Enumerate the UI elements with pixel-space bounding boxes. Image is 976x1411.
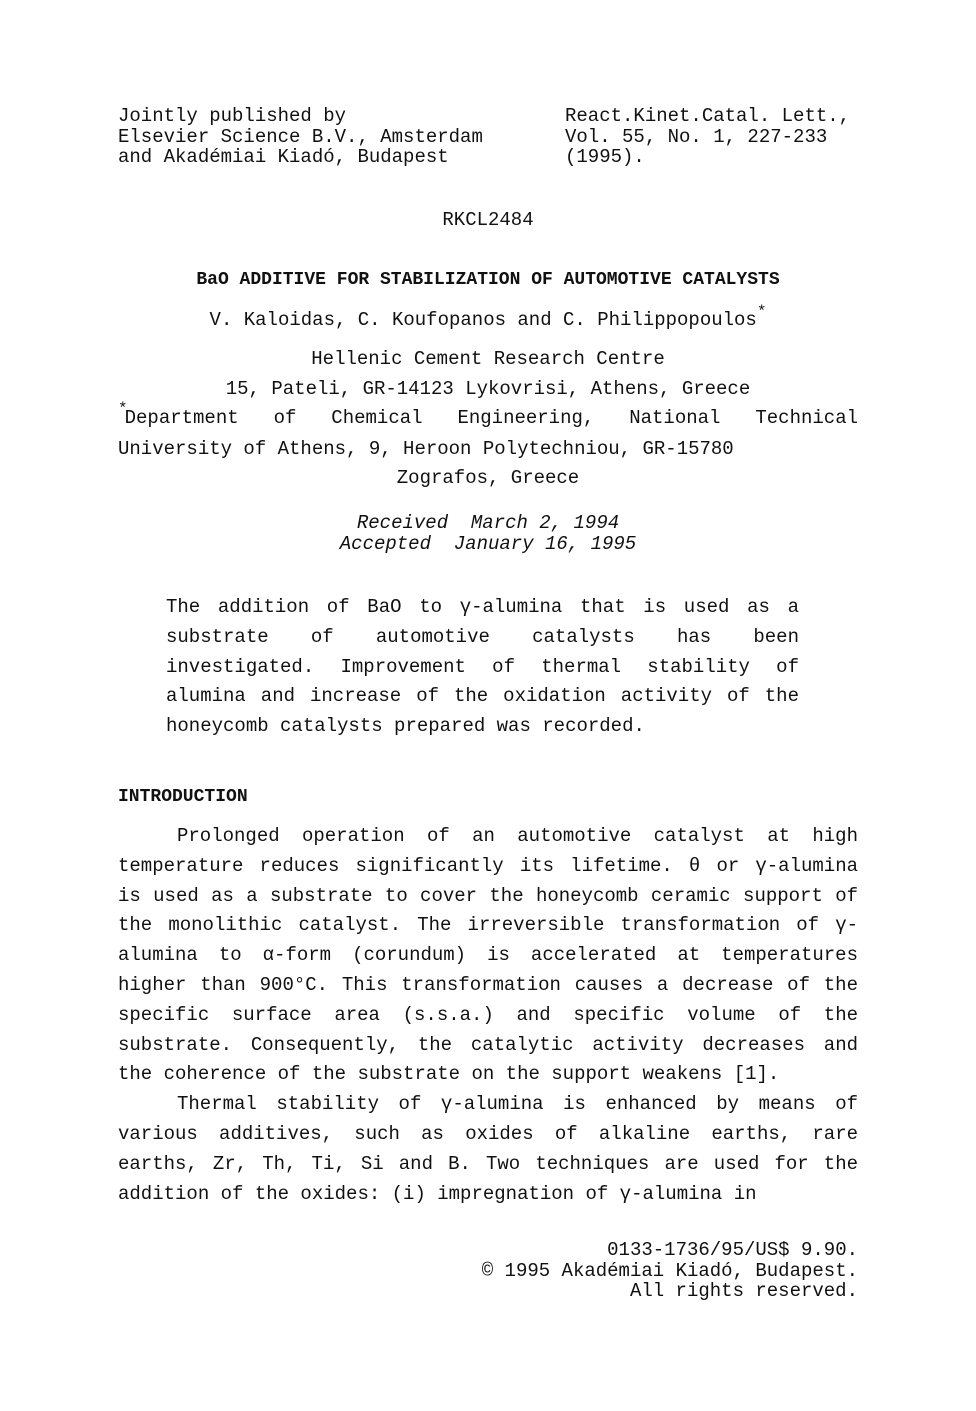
publisher-line: Elsevier Science B.V., Amsterdam (118, 125, 483, 148)
issn-price: 0133-1736/95/US$ 9.90. (607, 1239, 858, 1261)
publisher-line: and Akadémiai Kiadó, Budapest (118, 146, 449, 168)
citation-line: (1995). (565, 146, 645, 168)
paragraph: Thermal stability of γ-alumina is enhanced by means of various additives, such as oxides of alkaline earths, rare earths, Zr, Th, Ti, Si and B. Two techniques are used for the addition of the oxides: (i) impregnation of γ-alumina in (118, 1093, 858, 1205)
citation-line: React.Kinet.Catal. Lett., (565, 105, 851, 127)
paragraph: Prolonged operation of an automotive catalyst at high temperature reduces significantly its lifetime. θ or γ-alumina is used as a substrate to cover the honeycomb ceramic support of the monolithic catalyst. The irreversible transformation of γ-alumina to α-form (corundum) is accelerated at temperatures higher than 900°C. This transformation causes a decrease of the specific surface area (s.s.a.) and specific volume of the substrate. Consequently, the catalytic activity decreases and the coherence of the substrate on the support weakens [1]. (118, 825, 858, 1086)
author-footnote-mark: * (756, 303, 767, 321)
abstract: The addition of BaO to γ-alumina that is used as a substrate of automotive catalysts has been investigated. Improvement of thermal stability of alumina and increase of the oxidation activity of the honeycomb catalysts prepared was recorded. (166, 596, 799, 738)
received-date: Received March 2, 1994 (356, 512, 620, 534)
affiliation-line-2: 15, Pateli, GR-14123 Lykovrisi, Athens, Greece (225, 378, 751, 400)
copyright-line: © 1995 Akadémiai Kiadó, Budapest. (481, 1259, 858, 1282)
publication-dates (118, 513, 858, 554)
citation-line: Vol. 55, No. 1, 227-233 (565, 125, 828, 148)
copyright-footer (430, 1240, 858, 1302)
rights-line: All rights reserved. (629, 1280, 858, 1302)
accepted-date: Accepted January 16, 1995 (339, 532, 637, 555)
section-heading: INTRODUCTION (118, 787, 248, 807)
paper-title: BaO ADDITIVE FOR STABILIZATION OF AUTOMOTIVE CATALYSTS (196, 270, 780, 290)
authors-text: V. Kaloidas, C. Koufopanos and C. Philippopoulos (209, 309, 757, 331)
affiliation-department (118, 400, 858, 465)
affiliation-department-text: Department of Chemical Engineering, National Technical University of Athens, 9, Heroon Polytechniou, GR-15780 (118, 407, 858, 460)
introduction-body (118, 822, 858, 1209)
journal-citation (565, 106, 850, 168)
affiliation-line-4: Zografos, Greece (396, 467, 580, 489)
affiliation-footnote-mark: * (118, 400, 128, 418)
article-code: RKCL2484 (442, 209, 534, 231)
publisher-line: Jointly published by (118, 105, 347, 127)
author-list (118, 303, 858, 337)
affiliation-line-1: Hellenic Cement Research Centre (311, 348, 665, 370)
publisher-info (118, 106, 483, 168)
